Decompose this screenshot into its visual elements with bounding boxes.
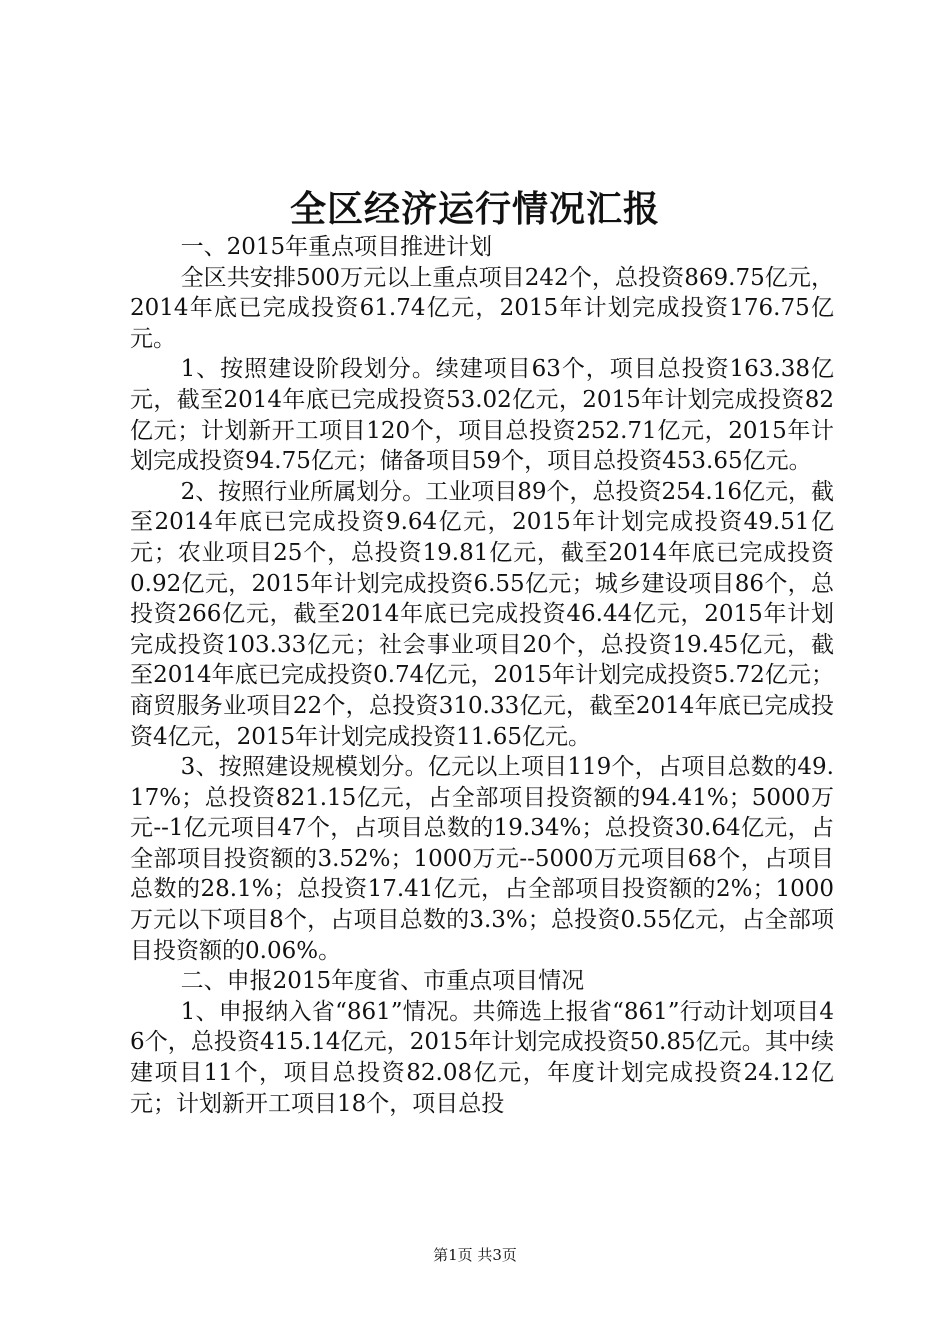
paragraph: 全区共安排500万元以上重点项目242个，总投资869.75亿元，2014年底已完成投资61.74亿元，2015年计划完成投资176.75亿元。 [130,264,834,352]
paragraph: 1、按照建设阶段划分。续建项目63个，项目总投资163.38亿元，截至2014年底已完成投资53.02亿元，2015年计划完成投资82亿元；计划新开工项目120个，项目总投资252.71亿元，2015年计划完成投资94.75亿元；储备项目59个，项目总投资453.65亿元。 [130,356,834,475]
document-title: 全区经济运行情况汇报 [289,188,660,230]
section-heading: 一、2015年重点项目推进计划 [180,234,493,260]
paragraph: 3、按照建设规模划分。亿元以上项目119个，占项目总数的49.17%；总投资821.15亿元，占全部项目投资额的94.41%；5000万元--1亿元项目47个，占项目总数的19.34%；总投资30.64亿元，占全部项目投资额的3.52%；1000万元--5000万元项目68个，占项目总数的28.1%；总投资17.41亿元，占全部项目投资额的2%；1000万元以下项目8个，占项目总数的3.3%；总投资0.55亿元，占全部项目投资额的0.06%。 [130,754,834,964]
paragraph: 2、按照行业所属划分。工业项目89个，总投资254.16亿元，截至2014年底已完成投资9.64亿元，2015年计划完成投资49.51亿元；农业项目25个，总投资19.81亿元，截至2014年底已完成投资0.92亿元，2015年计划完成投资6.55亿元；城乡建设项目86个，总投资266亿元，截至2014年底已完成投资46.44亿元，2015年计划完成投资103.33亿元；社会事业项目20个，总投资19.45亿元，截至2014年底已完成投资0.74亿元，2015年计划完成投资5.72亿元；商贸服务业项目22个，总投资310.33亿元，截至2014年底已完成投资4亿元，2015年计划完成投资11.65亿元。 [130,478,834,750]
document-body [130,232,834,1119]
paragraph: 1、申报纳入省“861”情况。共筛选上报省“861”行动计划项目46个，总投资415.14亿元，2015年计划完成投资50.85亿元。其中续建项目11个，项目总投资82.08亿元，年度计划完成投资24.12亿元；计划新开工项目18个，项目总投 [130,998,834,1117]
section-heading: 二、申报2015年度省、市重点项目情况 [180,968,585,995]
page-footer: 第1页 共3页 [433,1246,517,1264]
